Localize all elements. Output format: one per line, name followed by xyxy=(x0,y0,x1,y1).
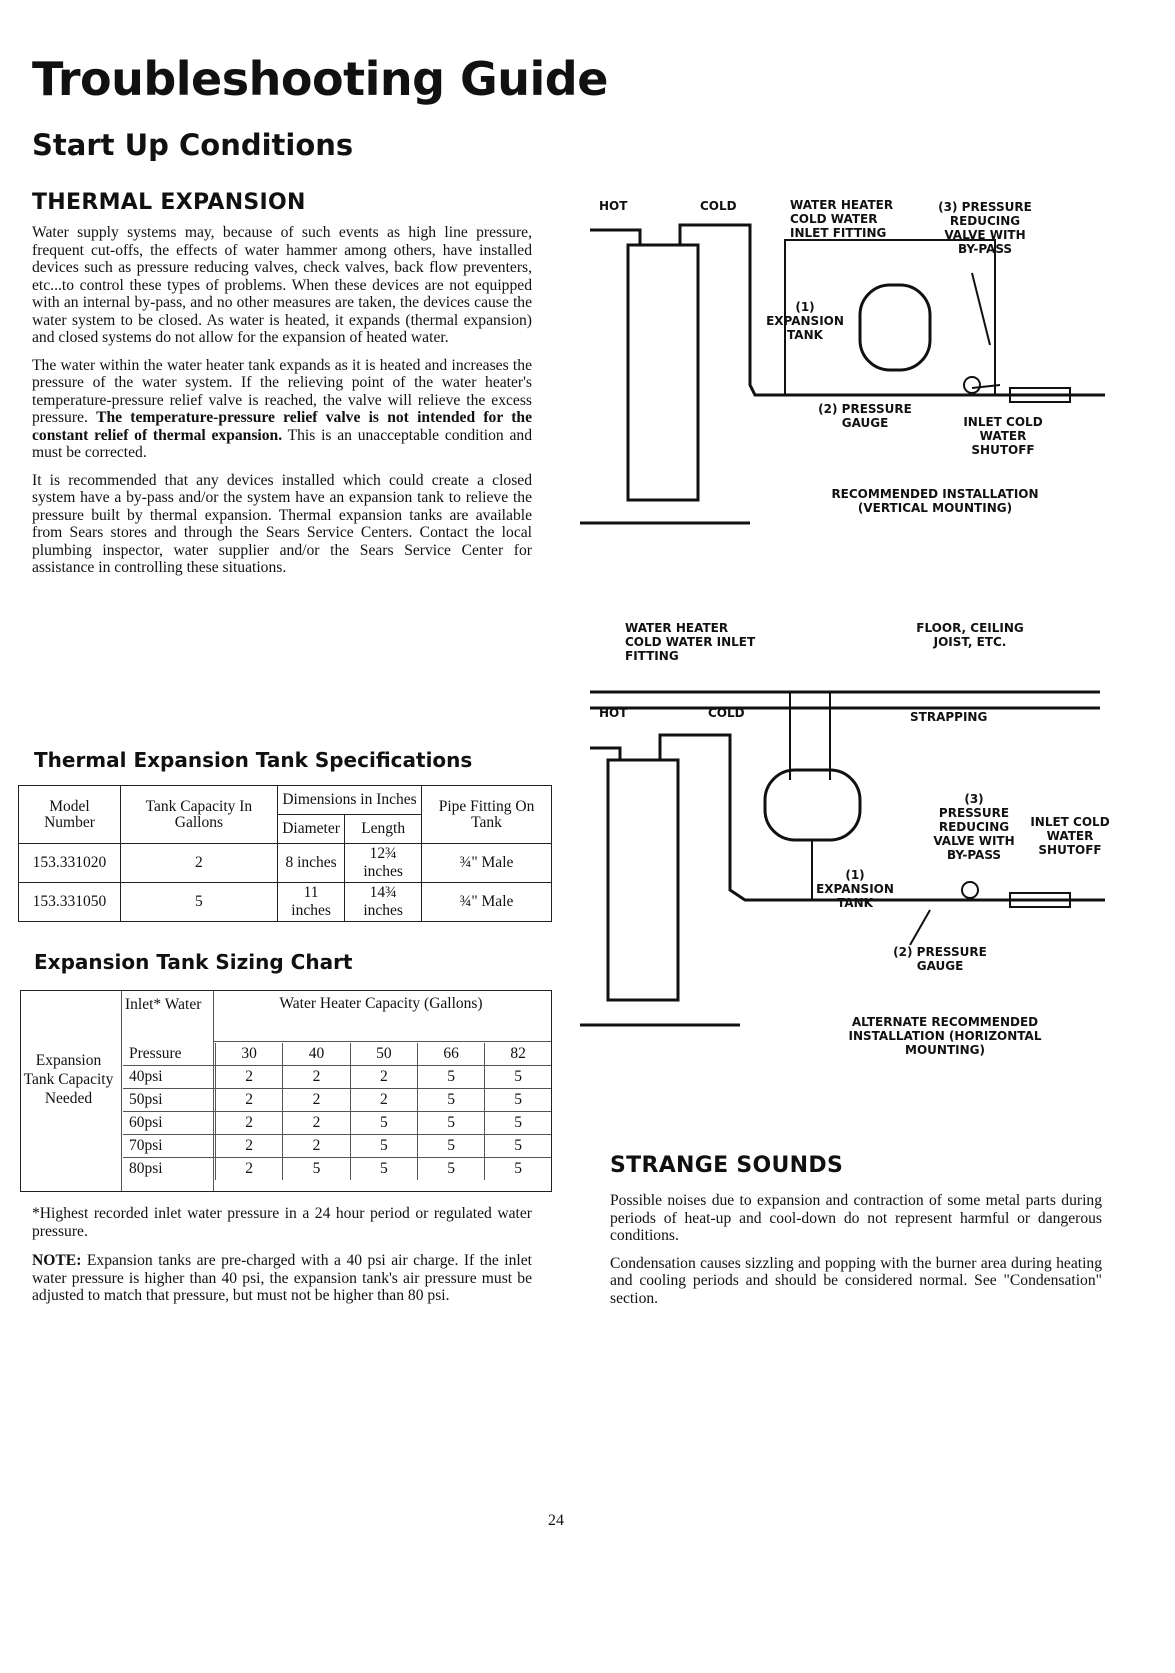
vertical-gauge-label: (2) PRESSURE GAUGE xyxy=(818,402,912,430)
strange-sounds-paragraph-1: Possible noises due to expansion and contraction of some metal parts during periods of heat-up and cool-down do not represent harmful or dangerous conditions. xyxy=(610,1192,1102,1244)
spec-table-heading: Thermal Expansion Tank Specifications xyxy=(34,748,473,772)
sizing-cell: 5 xyxy=(417,1135,484,1158)
strange-sounds-text xyxy=(610,1192,1102,1317)
sizing-cell: 2 xyxy=(350,1089,417,1112)
horizontal-shutoff-label: INLET COLD WATER SHUTOFF xyxy=(1030,815,1110,857)
horizontal-gauge-label: (2) PRESSURE GAUGE xyxy=(893,945,987,973)
water-heater-shape xyxy=(608,760,678,1000)
spec-header-pipe: Pipe Fitting On Tank xyxy=(422,786,552,844)
sizing-cell: 5 xyxy=(485,1158,551,1181)
sizing-capacity-label: Water Heater Capacity (Gallons) xyxy=(279,995,483,1012)
vertical-caption: RECOMMENDED INSTALLATION (VERTICAL MOUNTING) xyxy=(831,487,1039,515)
table-row xyxy=(19,844,552,883)
thermal-expansion-text xyxy=(32,224,532,587)
sizing-pressure: 50psi xyxy=(129,1091,163,1108)
spec-cell: 5 xyxy=(120,883,277,922)
sizing-cell: 2 xyxy=(216,1089,283,1112)
vertical-shutoff-label: INLET COLD WATER SHUTOFF xyxy=(963,415,1043,457)
table-row xyxy=(123,1066,551,1089)
note-label: NOTE: xyxy=(32,1252,82,1269)
sizing-pressure: 40psi xyxy=(129,1068,163,1085)
sizing-note xyxy=(32,1252,532,1305)
sizing-footnote: *Highest recorded inlet water pressure in a 24 hour period or regulated water pressure. xyxy=(32,1205,532,1240)
horizontal-tank-label: (1) EXPANSION TANK xyxy=(816,868,894,910)
page-subtitle: Start Up Conditions xyxy=(32,128,354,162)
spec-cell: 12¾ inches xyxy=(345,844,422,883)
horizontal-prv-label: (3) PRESSURE REDUCING VALVE WITH BY-PASS xyxy=(933,792,1015,862)
sizing-cell: 2 xyxy=(283,1066,350,1089)
horizontal-strapping-label: STRAPPING xyxy=(910,710,988,724)
spec-cell: 14¾ inches xyxy=(345,883,422,922)
sizing-cell: 5 xyxy=(350,1158,417,1181)
sizing-cell: 5 xyxy=(417,1158,484,1181)
page-number: 24 xyxy=(548,1512,564,1529)
horizontal-caption: ALTERNATE RECOMMENDED INSTALLATION (HORIZONTAL MOUNTING) xyxy=(848,1015,1042,1057)
gauge-arrow xyxy=(910,910,930,945)
sizing-chart xyxy=(20,990,552,1192)
horizontal-installation-diagram xyxy=(580,660,1120,1060)
gauge-shape xyxy=(964,377,980,393)
sizing-pressure: 80psi xyxy=(129,1160,163,1177)
sizing-pressure-header: Pressure xyxy=(129,1045,182,1062)
hot-pipe xyxy=(590,748,620,760)
spec-cell: ¾" Male xyxy=(422,844,552,883)
sizing-cell: 5 xyxy=(417,1089,484,1112)
sizing-cell: 2 xyxy=(283,1135,350,1158)
divider xyxy=(121,991,122,1191)
spec-cell: 153.331020 xyxy=(19,844,121,883)
thermal-expansion-paragraph-3: It is recommended that any devices installed which could create a closed system have a by-pass and/or the system have an expansion tank to relieve the pressure built by thermal expansion. Thermal expansion tanks are available from Sears stores and through the Sears Service Centers. Contact the local plumbing inspector, water supplier and/or the Sears Service Center for assistance in controlling these situations. xyxy=(32,471,532,576)
horizontal-floor-label: FLOOR, CEILING JOIST, ETC. xyxy=(916,621,1024,649)
sizing-cell: 5 xyxy=(485,1066,551,1089)
horizontal-fitting-label: WATER HEATER COLD WATER INLET FITTING xyxy=(625,621,756,663)
sizing-cell: 2 xyxy=(283,1089,350,1112)
vertical-cold-label: COLD xyxy=(700,199,737,213)
gauge-shape xyxy=(962,882,978,898)
sizing-cell: 2 xyxy=(283,1112,350,1135)
sizing-side-label: Expansion Tank Capacity Needed xyxy=(23,1052,114,1107)
sizing-inlet-label: Inlet* Water xyxy=(125,996,202,1013)
sizing-cell: 5 xyxy=(417,1066,484,1089)
spec-header-capacity: Tank Capacity In Gallons xyxy=(120,786,277,844)
spec-cell: 11 inches xyxy=(277,883,344,922)
sizing-capacity-col: 40 xyxy=(283,1043,350,1066)
sizing-pressure: 60psi xyxy=(129,1114,163,1131)
sizing-cell: 5 xyxy=(350,1135,417,1158)
sizing-capacity-col: 50 xyxy=(350,1043,417,1066)
strange-sounds-paragraph-2: Condensation causes sizzling and popping with the burner area during heating and cooling periods and should be considered normal. See "Condensation" section. xyxy=(610,1254,1102,1307)
vertical-fitting-label: WATER HEATER COLD WATER INLET FITTING xyxy=(790,198,894,240)
sizing-cell: 2 xyxy=(216,1112,283,1135)
expansion-tank-shape xyxy=(860,285,930,370)
divider xyxy=(213,1041,551,1042)
table-row xyxy=(123,1158,551,1181)
thermal-expansion-heading: THERMAL EXPANSION xyxy=(32,190,306,215)
water-heater-shape xyxy=(628,245,698,500)
table-row xyxy=(123,1043,551,1066)
spec-cell: 2 xyxy=(120,844,277,883)
sizing-cell: 2 xyxy=(216,1135,283,1158)
page-title: Troubleshooting Guide xyxy=(32,52,608,106)
sizing-cell: 2 xyxy=(350,1066,417,1089)
note-text: Expansion tanks are pre-charged with a 40 psi air charge. If the inlet water pressure is higher than 40 psi, the expansion tank's air pressure must be adjusted to match that pressure, but must not be higher than 80 psi. xyxy=(32,1252,532,1304)
strange-sounds-heading: STRANGE SOUNDS xyxy=(610,1153,844,1178)
vertical-hot-label: HOT xyxy=(599,199,628,213)
spec-header-dimensions: Dimensions in Inches xyxy=(277,786,421,815)
hot-pipe xyxy=(590,230,640,245)
sizing-capacity-col: 30 xyxy=(216,1043,283,1066)
sizing-cell: 5 xyxy=(350,1112,417,1135)
sizing-cell: 2 xyxy=(216,1066,283,1089)
spec-table xyxy=(18,785,552,922)
sizing-cell: 5 xyxy=(485,1112,551,1135)
sizing-cell: 5 xyxy=(485,1089,551,1112)
horizontal-cold-label: COLD xyxy=(708,706,745,720)
sizing-capacity-col: 66 xyxy=(417,1043,484,1066)
sizing-cell: 5 xyxy=(417,1112,484,1135)
horizontal-hot-label: HOT xyxy=(599,706,628,720)
spec-cell: 153.331050 xyxy=(19,883,121,922)
thermal-expansion-paragraph-2 xyxy=(32,357,532,462)
prv-arrow xyxy=(972,273,990,345)
p2-warning: The temperature-pressure relief valve is not intended for the constant relief of thermal expansion. xyxy=(32,409,533,444)
p2-text-b: This is an unacceptable condition and must be corrected. xyxy=(32,426,532,461)
spec-cell: ¾" Male xyxy=(422,883,552,922)
thermal-expansion-paragraph-1: Water supply systems may, because of such events as high line pressure, frequent cut-offs, the effects of water hammer among others, have installed devices such as pressure reducing valves, check valves, back flow preventers, etc...to control these types of problems. When these devices are not equipped with an internal by-pass, and no other measures are taken, the devices cause the water system to be closed. As water is heated, it expands (thermal expansion) and closed systems do not allow for the expansion of heated water. xyxy=(32,224,532,346)
spec-header-diameter: Diameter xyxy=(277,815,344,844)
table-row xyxy=(123,1112,551,1135)
sizing-table xyxy=(123,1043,551,1180)
sizing-cell: 2 xyxy=(216,1158,283,1181)
sizing-capacity-col: 82 xyxy=(485,1043,551,1066)
table-row xyxy=(123,1089,551,1112)
spec-cell: 8 inches xyxy=(277,844,344,883)
sizing-pressure: 70psi xyxy=(129,1137,163,1154)
sizing-cell: 5 xyxy=(485,1135,551,1158)
vertical-tank-label: (1) EXPANSION TANK xyxy=(766,300,844,342)
spec-header-length: Length xyxy=(345,815,422,844)
p2-text-a: The water within the water heater tank expands as it is heated and increases the pressure of the water system. If the relieving point of the water heater's temperature-pressure relief valve is reached, the valve will relieve the excess pressure. xyxy=(32,356,532,426)
vertical-prv-label: (3) PRESSURE REDUCING VALVE WITH BY-PASS xyxy=(938,200,1032,256)
sizing-cell: 5 xyxy=(283,1158,350,1181)
table-row xyxy=(19,883,552,922)
table-row xyxy=(123,1135,551,1158)
expansion-tank-shape xyxy=(765,770,860,840)
spec-header-model: Model Number xyxy=(19,786,121,844)
sizing-chart-heading: Expansion Tank Sizing Chart xyxy=(34,950,353,974)
